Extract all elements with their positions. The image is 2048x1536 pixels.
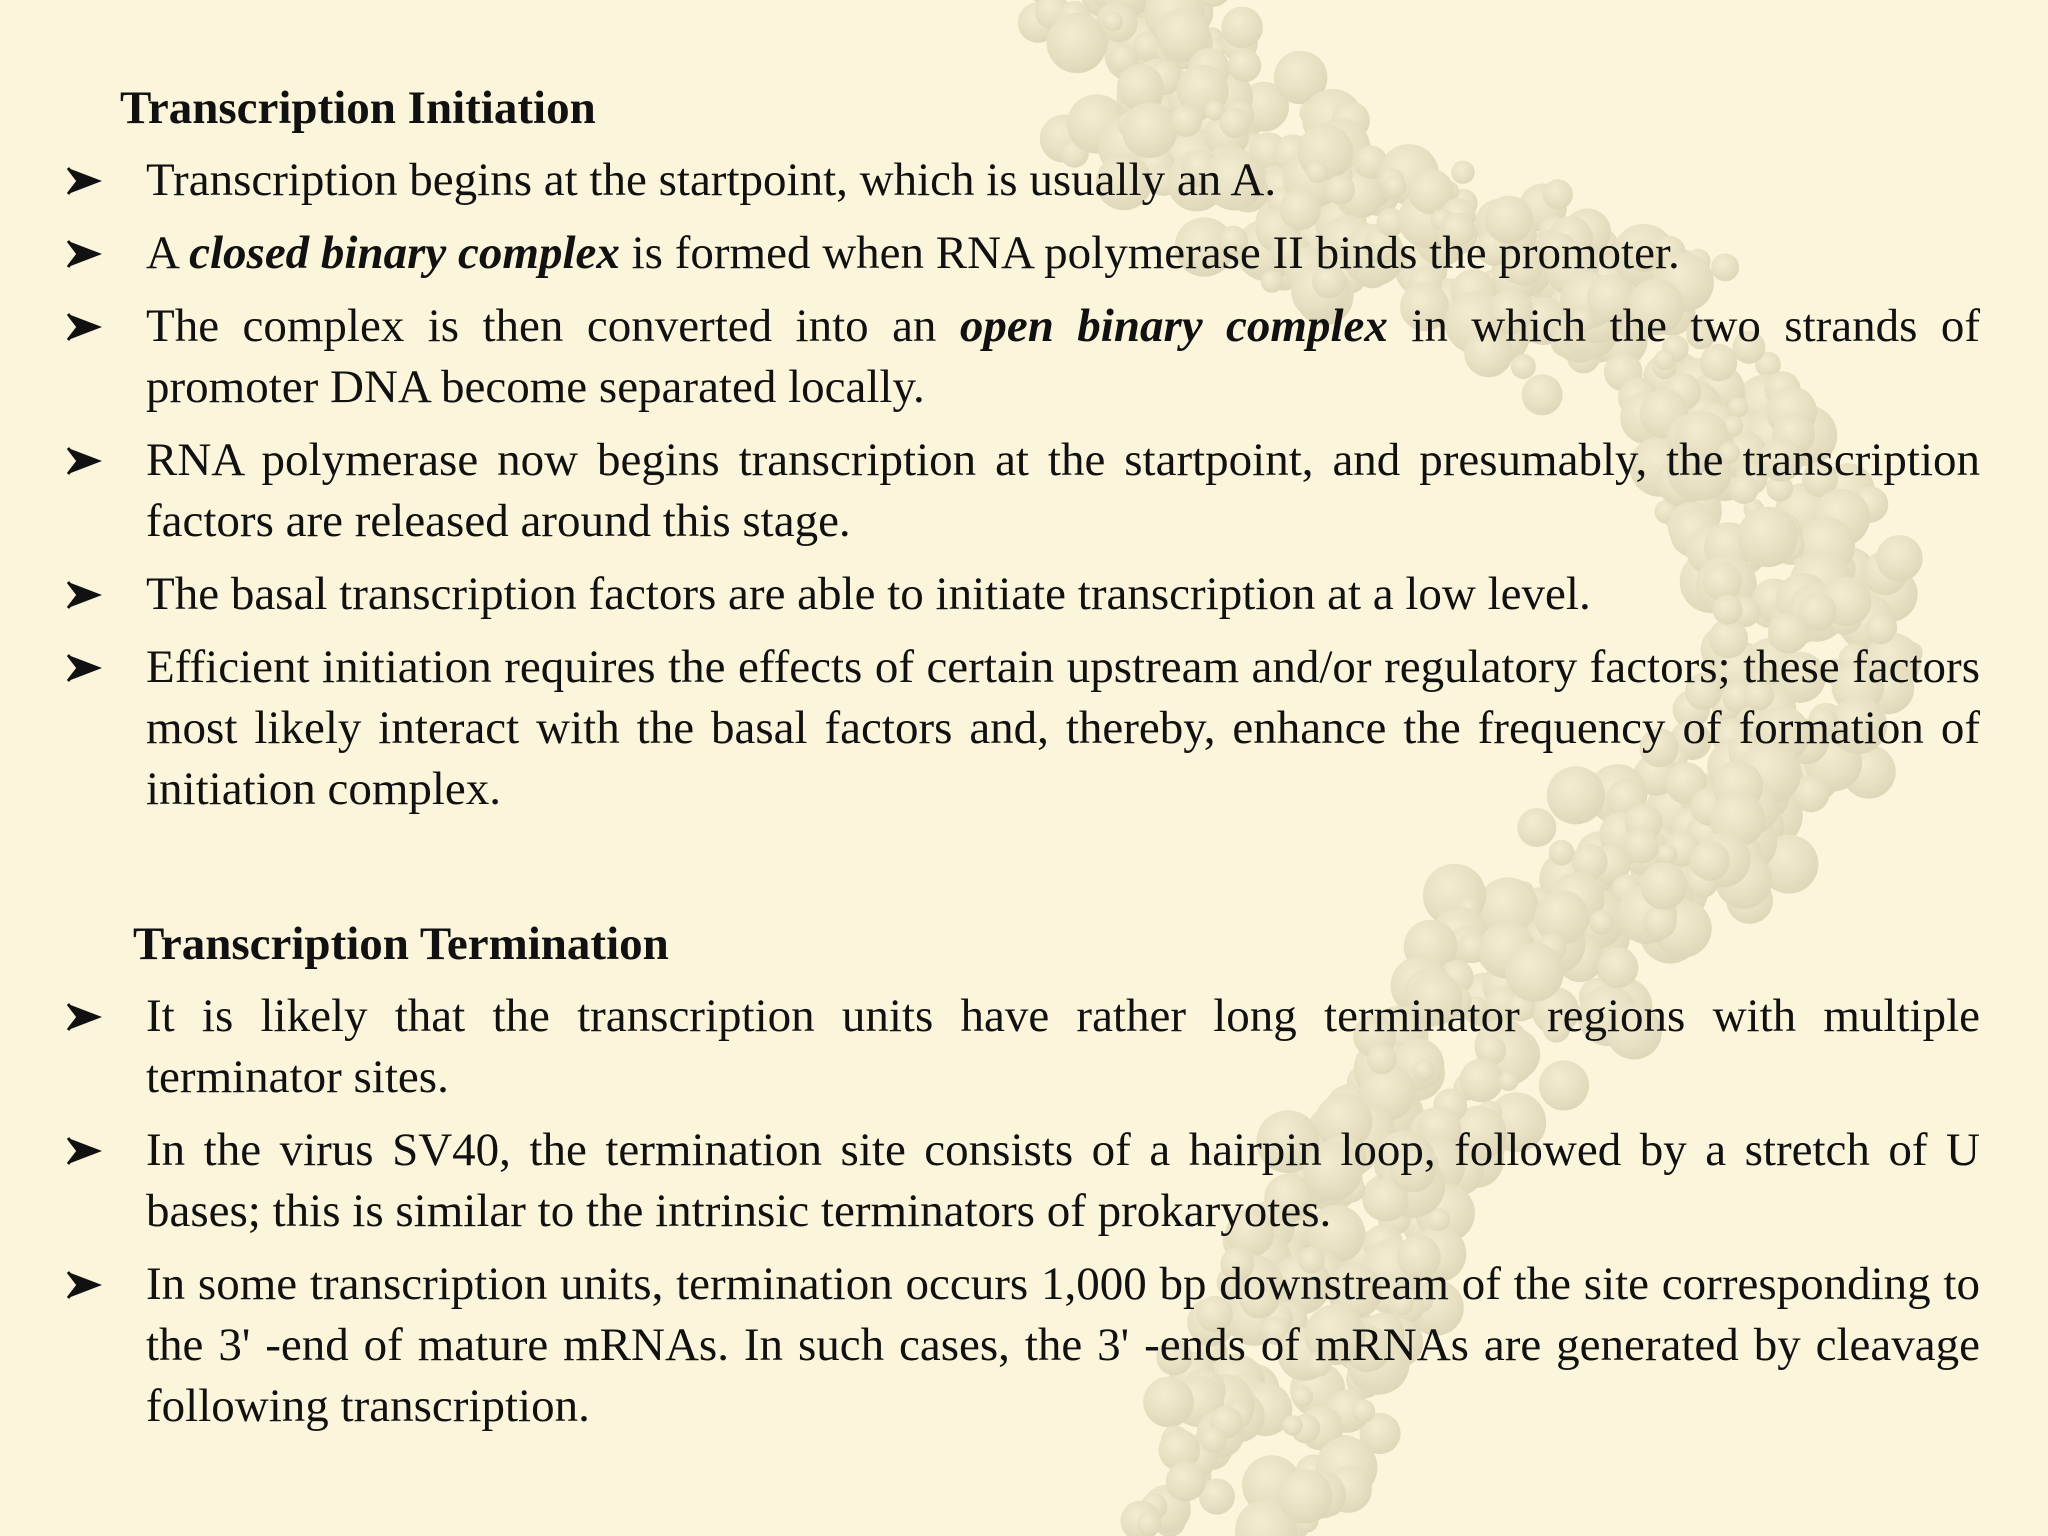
arrow-bullet-icon xyxy=(66,1136,104,1166)
arrow-bullet-icon xyxy=(66,239,104,269)
open-binary-complex-term: open binary complex xyxy=(959,300,1388,352)
initiation-bullet-6 xyxy=(0,637,2048,820)
termination-bullet-1 xyxy=(0,986,2048,1108)
arrow-bullet-icon xyxy=(66,166,104,196)
arrow-bullet-icon xyxy=(66,580,104,610)
termination-bullet-list xyxy=(0,986,2048,1449)
bullet-text-post: in which the two strands of promoter DNA become separated locally. xyxy=(146,300,1981,413)
bullet-text: Transcription begins at the startpoint, which is usually an A. xyxy=(146,154,1277,206)
bullet-text: RNA polymerase now begins transcription at the startpoint, and presumably, the transcription factors are released around this stage. xyxy=(146,434,1980,547)
initiation-bullet-5 xyxy=(0,564,2048,625)
initiation-bullet-1 xyxy=(0,150,2048,211)
bullet-text: The basal transcription factors are able to initiate transcription at a low level. xyxy=(146,568,1591,620)
initiation-bullet-3 xyxy=(0,296,2048,418)
bullet-text-pre: A xyxy=(146,227,190,279)
bullet-text-post: is formed when RNA polymerase II binds the promoter. xyxy=(619,227,1680,279)
arrow-bullet-icon xyxy=(66,312,104,342)
termination-bullet-3 xyxy=(0,1254,2048,1437)
bullet-text: In the virus SV40, the termination site consists of a hairpin loop, followed by a stretch of U bases; this is similar to the intrinsic terminators of prokaryotes. xyxy=(146,1124,1980,1237)
arrow-bullet-icon xyxy=(66,653,104,683)
bullet-text-pre: The complex is then converted into an xyxy=(146,300,960,352)
bullet-text: Efficient initiation requires the effects of certain upstream and/or regulatory factors; these factors most likely interact with the basal factors and, thereby, enhance the frequency of formation of initiation complex. xyxy=(146,641,1980,815)
arrow-bullet-icon xyxy=(66,1270,104,1300)
arrow-bullet-icon xyxy=(66,446,104,476)
bullet-text: It is likely that the transcription units have rather long terminator regions with multiple terminator sites. xyxy=(146,990,1980,1103)
closed-binary-complex-term: closed binary complex xyxy=(189,227,620,279)
bullet-text: In some transcription units, termination occurs 1,000 bp downstream of the site corresponding to the 3' -end of mature mRNAs. In such cases, the 3' -ends of mRNAs are generated by cleavage following transcription. xyxy=(146,1258,1980,1432)
arrow-bullet-icon xyxy=(66,1002,104,1032)
initiation-bullet-4 xyxy=(0,430,2048,552)
termination-bullet-2 xyxy=(0,1120,2048,1242)
termination-heading: Transcription Termination xyxy=(133,918,669,970)
initiation-heading: Transcription Initiation xyxy=(120,82,596,134)
initiation-bullet-list xyxy=(0,150,2048,832)
initiation-bullet-2 xyxy=(0,223,2048,284)
